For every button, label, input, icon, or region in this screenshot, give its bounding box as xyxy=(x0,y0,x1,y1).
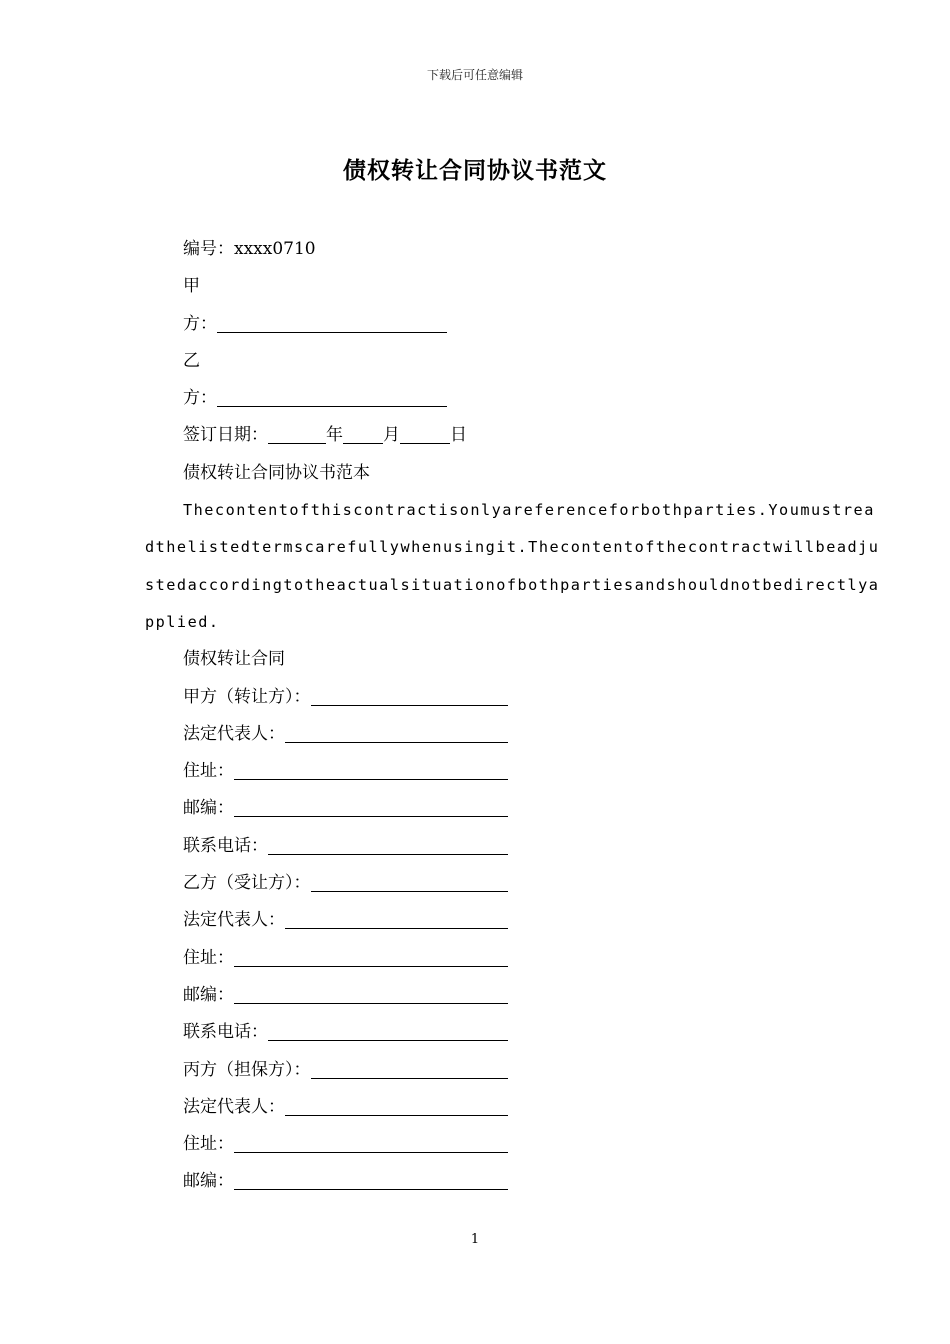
field-line xyxy=(145,977,815,1014)
contract-heading: 债权转让合同 xyxy=(183,649,285,670)
subtitle: 债权转让合同协议书范本 xyxy=(183,462,370,483)
field-label: 法定代表人： xyxy=(183,1096,285,1117)
field-label: 甲方（转让方）： xyxy=(183,686,311,707)
field-line xyxy=(145,902,815,939)
field-line xyxy=(145,1014,815,1051)
field-blank xyxy=(285,1095,508,1116)
field-line xyxy=(145,716,815,753)
document-title: 债权转让合同协议书范文 xyxy=(343,157,607,184)
party-b-char: 乙 xyxy=(183,350,200,371)
day-blank xyxy=(400,423,450,444)
english-line-3: stedaccordingtotheactualsituationofbothpartiesandshouldnotbedirectlya xyxy=(145,575,880,594)
field-line xyxy=(145,940,815,977)
english-line-2: dthelistedtermscarefullywhenusingit.Thecontentofthecontractwillbeadju xyxy=(145,538,880,557)
party-b-blank xyxy=(217,386,447,407)
field-label: 邮编： xyxy=(183,798,234,819)
sign-date-line xyxy=(145,417,815,454)
field-line xyxy=(145,790,815,827)
field-blank xyxy=(285,908,508,929)
field-blank xyxy=(234,1132,508,1153)
year-label: 年 xyxy=(326,425,343,446)
field-list xyxy=(145,679,815,1201)
month-label: 月 xyxy=(383,425,400,446)
field-label: 邮编： xyxy=(183,984,234,1005)
field-line xyxy=(145,753,815,790)
field-blank xyxy=(285,722,508,743)
field-blank xyxy=(234,759,508,780)
field-blank xyxy=(268,1020,508,1041)
page-header: 下载后可任意编辑 xyxy=(426,68,523,82)
field-line xyxy=(145,1089,815,1126)
field-blank xyxy=(268,834,508,855)
english-line-4: pplied. xyxy=(145,612,220,631)
field-blank xyxy=(311,871,509,892)
field-blank xyxy=(234,796,508,817)
field-blank xyxy=(234,983,508,1004)
field-blank xyxy=(234,946,508,967)
field-blank xyxy=(311,1058,509,1079)
contract-number: 编号：xxxx0710 xyxy=(183,239,316,259)
field-line xyxy=(145,865,815,902)
field-label: 住址： xyxy=(183,1134,234,1155)
field-label: 法定代表人： xyxy=(183,910,285,931)
english-line-1: Thecontentofthiscontractisonlyareferenceforbothparties.Youmustrea xyxy=(183,501,875,520)
field-line xyxy=(145,828,815,865)
year-blank xyxy=(268,423,326,444)
party-a-char: 甲 xyxy=(183,276,200,297)
party-b-line xyxy=(145,380,815,417)
field-label: 邮编： xyxy=(183,1171,234,1192)
party-b-label: 方： xyxy=(183,388,217,409)
day-label: 日 xyxy=(450,425,467,446)
field-label: 丙方（担保方）： xyxy=(183,1059,311,1080)
field-blank xyxy=(234,1169,508,1190)
page-number: 1 xyxy=(470,1232,480,1247)
field-line xyxy=(145,1163,815,1200)
party-a-label: 方： xyxy=(183,313,217,334)
document-body xyxy=(145,231,880,1201)
field-line xyxy=(145,1126,815,1163)
field-line xyxy=(145,1052,815,1089)
field-line xyxy=(145,679,815,716)
party-a-blank xyxy=(217,312,447,333)
field-label: 联系电话： xyxy=(183,835,268,856)
field-blank xyxy=(311,685,509,706)
month-blank xyxy=(343,423,383,444)
field-label: 住址： xyxy=(183,761,234,782)
sign-date-label: 签订日期： xyxy=(183,425,268,446)
field-label: 联系电话： xyxy=(183,1022,268,1043)
field-label: 住址： xyxy=(183,947,234,968)
field-label: 乙方（受让方）： xyxy=(183,873,311,894)
party-a-line xyxy=(145,306,815,343)
field-label: 法定代表人： xyxy=(183,723,285,744)
